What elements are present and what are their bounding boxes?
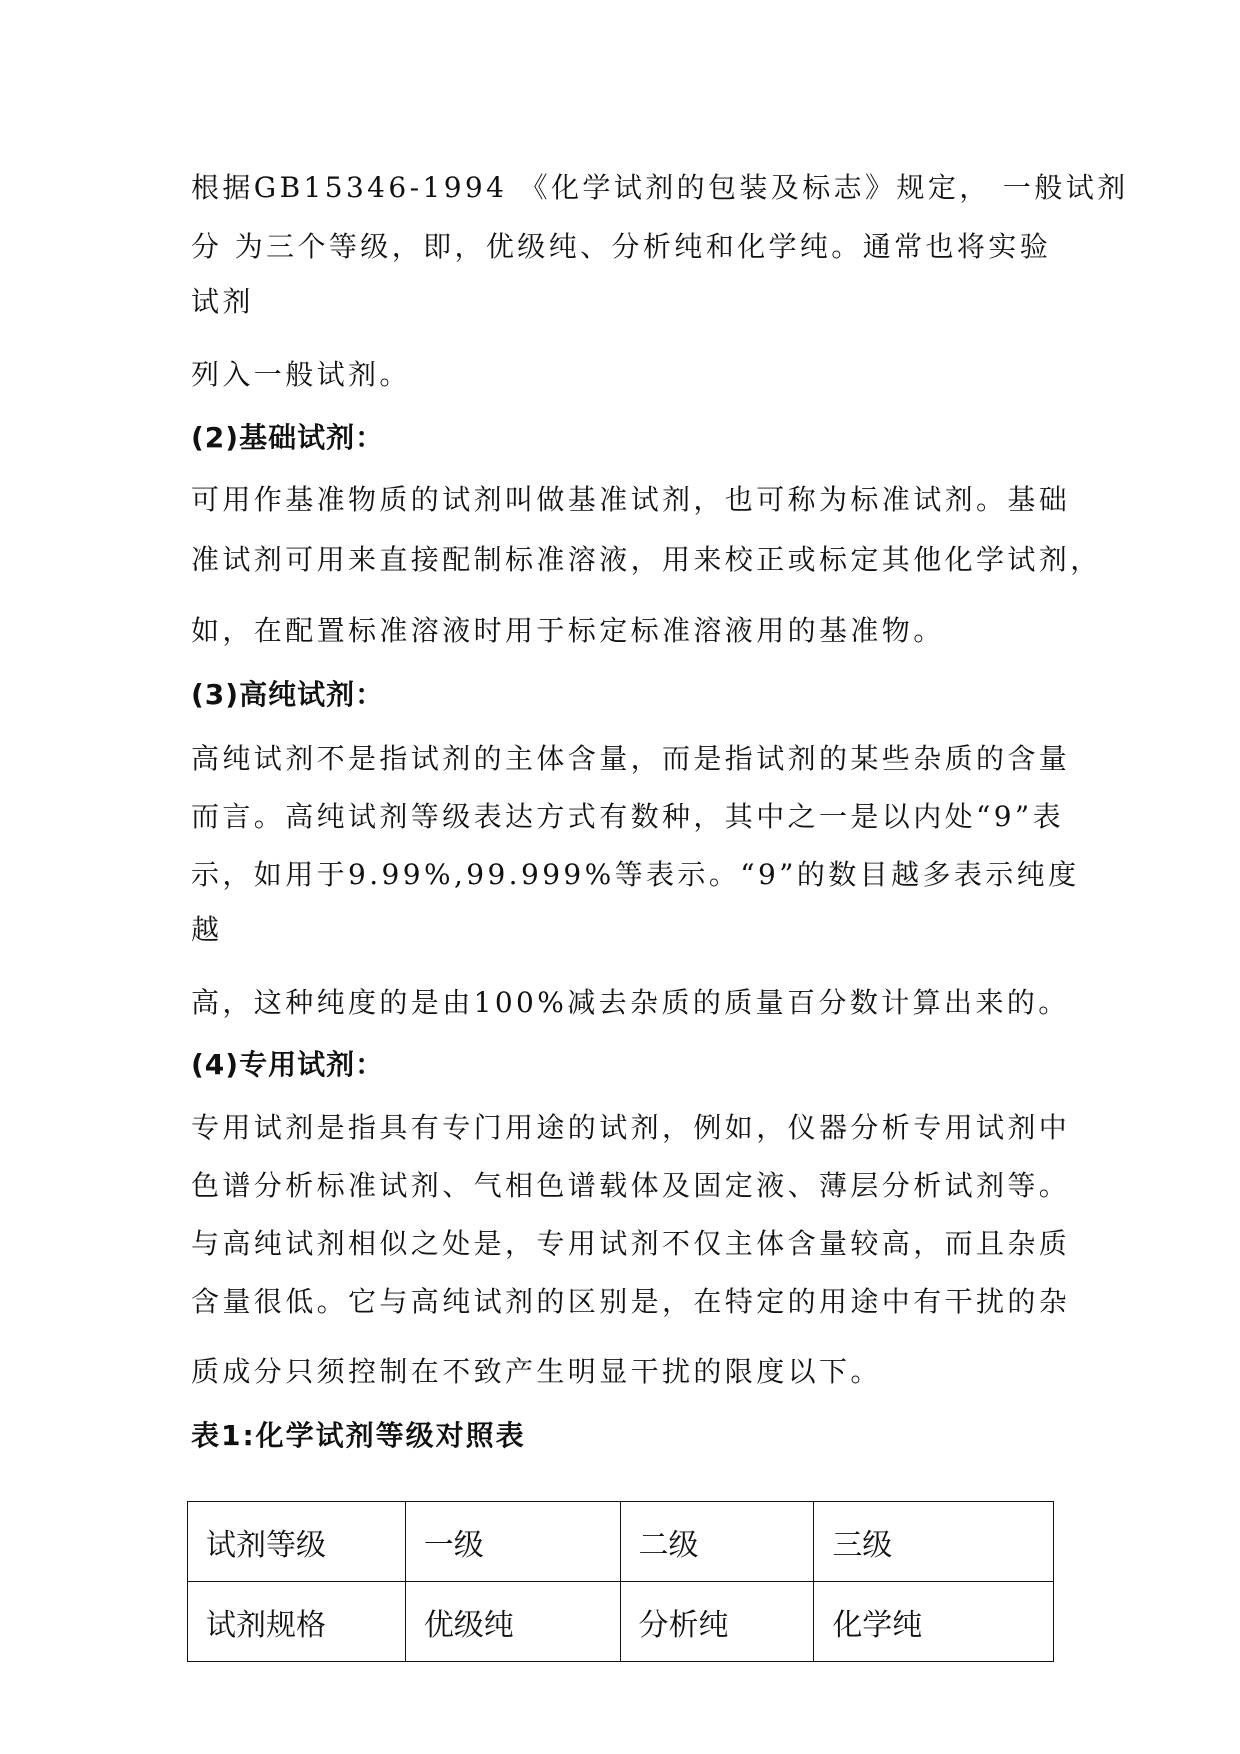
table-cell: 一级 xyxy=(405,1502,620,1582)
paragraph-4-line-2: 色谱分析标准试剂、气相色谱载体及固定液、薄层分析试剂等。 xyxy=(191,1169,1071,1202)
paragraph-1-line-1: 根据GB15346-1994 《化学试剂的包装及标志》规定， 一般试剂 xyxy=(191,171,1129,204)
paragraph-4-line-4: 含量很低。它与高纯试剂的区别是，在特定的用途中有干扰的杂 xyxy=(191,1285,1071,1318)
table-row xyxy=(188,1582,1054,1662)
paragraph-1-line-3: 试剂 xyxy=(191,285,254,318)
paragraph-4-line-5: 质成分只须控制在不致产生明显干扰的限度以下。 xyxy=(191,1355,882,1388)
table-row xyxy=(188,1502,1054,1582)
table-cell: 优级纯 xyxy=(405,1582,620,1662)
section-heading-4: (4)专用试剂： xyxy=(191,1048,385,1081)
table-cell: 试剂等级 xyxy=(188,1502,406,1582)
section-heading-2: (2)基础试剂： xyxy=(191,421,385,454)
table-caption: 表1:化学试剂等级对照表 xyxy=(191,1419,526,1452)
paragraph-3-line-1: 高纯试剂不是指试剂的主体含量，而是指试剂的某些杂质的含量 xyxy=(191,742,1071,775)
reagent-grade-table xyxy=(187,1501,1054,1662)
paragraph-3-line-3: 示，如用于9.99%,99.999%等表示。“9”的数目越多表示纯度 xyxy=(191,858,1080,891)
table-cell: 化学纯 xyxy=(814,1582,1054,1662)
paragraph-1-line-2: 分 为三个等级，即，优级纯、分析纯和化学纯。通常也将实验 xyxy=(191,230,1052,263)
paragraph-4-line-3: 与高纯试剂相似之处是，专用试剂不仅主体含量较高，而且杂质 xyxy=(191,1227,1071,1260)
table-cell: 分析纯 xyxy=(620,1582,814,1662)
paragraph-1-line-4: 列入一般试剂。 xyxy=(191,358,411,391)
table-cell: 试剂规格 xyxy=(188,1582,406,1662)
paragraph-2-line-1: 可用作基准物质的试剂叫做基准试剂，也可称为标准试剂。基础 xyxy=(191,483,1071,516)
table-cell: 三级 xyxy=(814,1502,1054,1582)
paragraph-4-line-1: 专用试剂是指具有专门用途的试剂，例如，仪器分析专用试剂中 xyxy=(191,1111,1071,1144)
paragraph-3-line-4: 越 xyxy=(191,913,223,946)
paragraph-2-line-3: 如，在配置标准溶液时用于标定标准溶液用的基准物。 xyxy=(191,614,945,647)
paragraph-3-line-5: 高，这种纯度的是由100%减去杂质的质量百分数计算出来的。 xyxy=(191,986,1070,1019)
section-heading-3: (3)高纯试剂： xyxy=(191,678,385,711)
paragraph-2-line-2: 准试剂可用来直接配制标准溶液，用来校正或标定其他化学试剂， xyxy=(191,543,1102,576)
paragraph-3-line-2: 而言。高纯试剂等级表达方式有数种，其中之一是以内处“9”表 xyxy=(191,800,1065,833)
table-cell: 二级 xyxy=(620,1502,814,1582)
